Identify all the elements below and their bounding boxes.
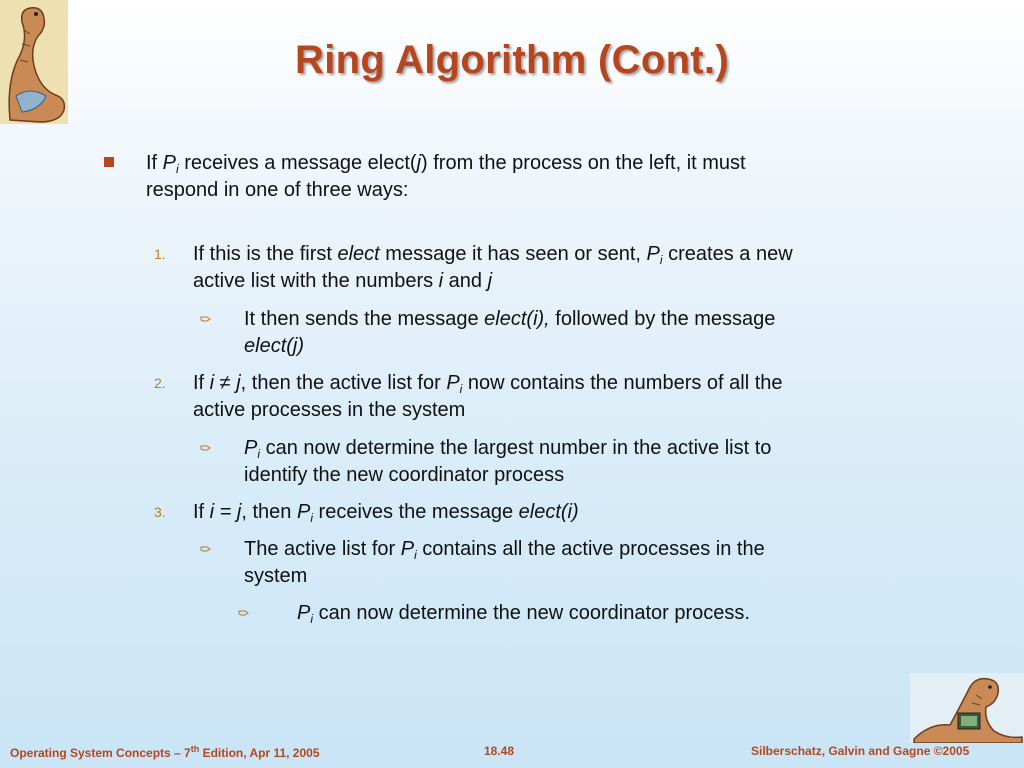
text-run: If xyxy=(193,501,210,523)
text-run: j xyxy=(487,270,493,292)
bullet1-line2: respond in one of three ways: xyxy=(146,179,409,201)
text-run: receives the message xyxy=(312,501,519,523)
text-run: P xyxy=(400,538,415,560)
text-run: elect xyxy=(337,243,380,265)
footer-text: Operating System Concepts – 7 xyxy=(10,746,191,760)
pointing-hand-icon xyxy=(200,315,212,323)
text-run: i = j xyxy=(209,501,242,523)
text-run: can now determine the largest number in the active list to xyxy=(260,437,772,459)
text-run: elect(i) xyxy=(518,501,579,523)
text-run: now contains the numbers of all the xyxy=(462,372,783,394)
text-run: j xyxy=(416,152,422,174)
text-run: If this is the first xyxy=(193,243,338,265)
item3-subsub-line xyxy=(297,600,750,633)
item-number: 3. xyxy=(154,504,166,520)
text-run: can now determine the new coordinator process. xyxy=(313,602,750,624)
pointing-hand-icon xyxy=(238,609,250,617)
text-run: elect(i), xyxy=(484,308,550,330)
item-number: 2. xyxy=(154,375,166,391)
subscript: i xyxy=(310,511,313,525)
item3-sub-line1 xyxy=(244,536,765,569)
text-run: receives a message elect( xyxy=(178,152,417,174)
subscript: i xyxy=(659,253,663,267)
pointing-hand-icon xyxy=(200,545,212,553)
subscript: i xyxy=(310,612,314,626)
text-run: j xyxy=(236,372,241,394)
text-run: followed by the message xyxy=(549,308,776,330)
item2-sub-line2: identify the new coordinator process xyxy=(244,464,565,486)
item2-line2: active processes in the system xyxy=(193,399,466,421)
text-run: contains all the active processes in the xyxy=(416,538,765,560)
pointing-hand-icon xyxy=(200,444,212,452)
text-run: It then sends the message xyxy=(244,308,485,330)
footer-superscript: th xyxy=(190,744,200,754)
subscript: i xyxy=(176,162,179,176)
subscript: i xyxy=(459,382,463,396)
text-run: If xyxy=(193,372,210,394)
text-run: and xyxy=(443,270,488,292)
text-run: , then xyxy=(241,501,297,523)
text-run: P xyxy=(297,602,311,624)
item-number: 1. xyxy=(154,246,166,262)
item1-sub-line1 xyxy=(244,306,775,333)
text-run: active list with the numbers xyxy=(193,270,439,292)
footer-right: Silberschatz, Galvin and Gagne ©2005 xyxy=(751,744,970,758)
text-run: message it has seen or sent, xyxy=(379,243,647,265)
text-run: The active list for xyxy=(244,538,401,560)
item1-sub-line2: elect(j) xyxy=(244,335,305,357)
subscript: i xyxy=(257,447,261,461)
text-run: P xyxy=(162,152,177,174)
footer-page-number: 18.48 xyxy=(484,744,515,758)
text-run: ) from the process on the left, it must xyxy=(421,152,746,174)
square-bullet-icon xyxy=(104,157,114,167)
footer-text: Edition, Apr 11, 2005 xyxy=(199,746,320,760)
item3-line1 xyxy=(193,499,579,532)
item1-line2 xyxy=(193,268,492,295)
text-run: If xyxy=(146,152,163,174)
footer-left xyxy=(10,744,320,760)
text-run: , then the active list for xyxy=(240,372,447,394)
item3-sub-line2: system xyxy=(244,565,308,587)
text-run: P xyxy=(244,437,258,459)
slide-title: Ring Algorithm (Cont.) xyxy=(295,38,729,82)
text-run: creates a new xyxy=(662,243,793,265)
text-run: P xyxy=(646,243,660,265)
text-run: P xyxy=(296,501,311,523)
text-run: i xyxy=(209,372,215,394)
text-run: P xyxy=(446,372,460,394)
text-run: ≠ xyxy=(214,372,237,394)
text-run: i xyxy=(438,270,444,292)
subscript: i xyxy=(414,548,417,562)
